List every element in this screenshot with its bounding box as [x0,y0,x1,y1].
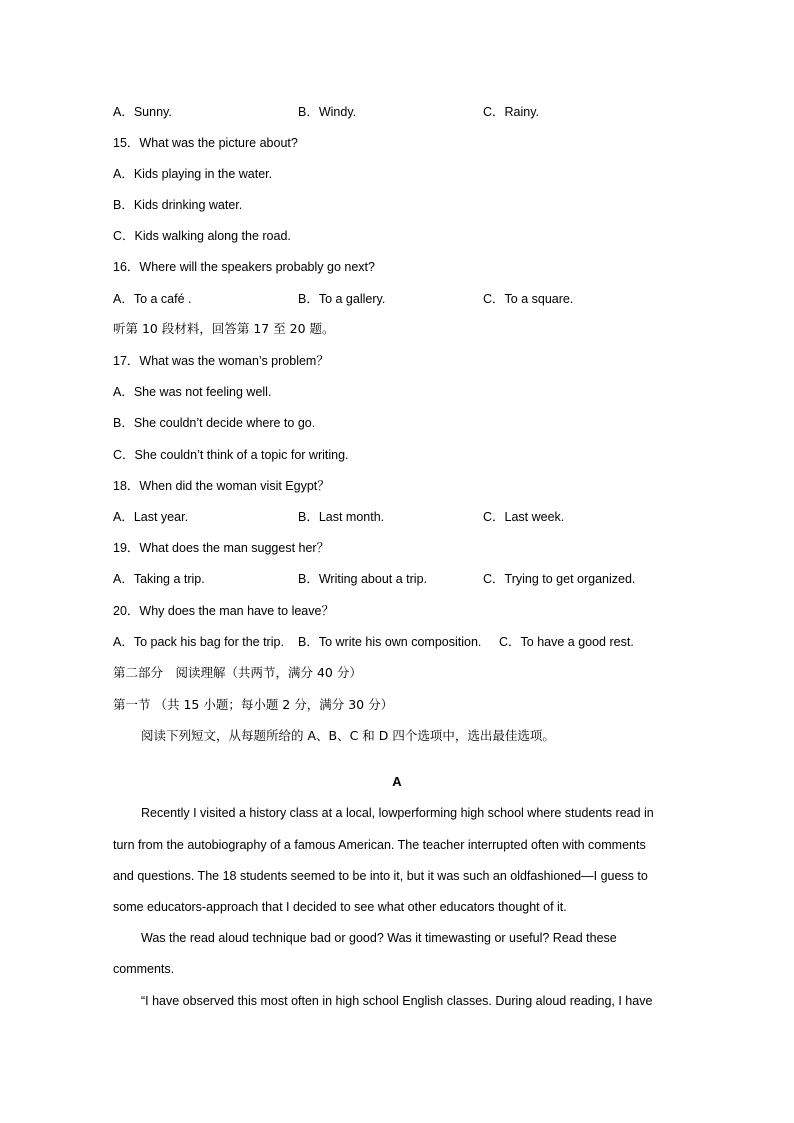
passage-paragraph-1-line-1: Recently I visited a history class at a local, lowperforming high school where students read in [141,806,654,820]
part-2-heading: 第二部分 阅读理解（共两节，满分 40 分） [113,665,362,680]
passage-paragraph-3-line-1: “I have observed this most often in high school English classes. During aloud reading, I have [141,994,653,1008]
passage-paragraph-1-line-2: turn from the autobiography of a famous American. The teacher interrupted often with comments [113,838,646,852]
q18-stem: 18．When did the woman visit Egypt？ [113,479,330,493]
passage-title: A [392,774,402,789]
q20-option-a: A．To pack his bag for the trip. [113,635,284,649]
q18-option-c: C．Last week. [483,510,565,524]
q19-option-c: C．Trying to get organized. [483,572,636,586]
passage-paragraph-2-line-2: comments. [113,962,175,976]
q16-option-c: C．To a square. [483,292,574,306]
q16-option-b: B．To a gallery. [298,292,386,306]
q17-option-a: A．She was not feeling well. [113,385,272,399]
q16-stem: 16．Where will the speakers probably go next? [113,260,375,274]
passage-paragraph-1-line-4: some educators-approach that I decided to see what other educators thought of it. [113,900,567,914]
q14-option-c: C．Rainy. [483,105,540,119]
q15-stem: 15．What was the picture about? [113,136,298,150]
q19-option-b: B．Writing about a trip. [298,572,427,586]
q18-option-a: A．Last year. [113,510,189,524]
section-1-heading: 第一节 （共 15 小题；每小题 2 分，满分 30 分） [113,697,394,712]
reading-instructions: 阅读下列短文，从每题所给的 A、B、C 和 D 四个选项中，选出最佳选项。 [141,728,555,743]
q20-option-b: B．To write his own composition. [298,635,482,649]
q17-stem: 17．What was the woman’s problem？ [113,354,329,368]
q16-option-a: A．To a café . [113,292,192,306]
q14-option-b: B．Windy. [298,105,357,119]
q14-option-a: A．Sunny. [113,105,172,119]
q20-stem: 20．Why does the man have to leave？ [113,604,334,618]
q18-option-b: B．Last month. [298,510,385,524]
q17-option-b: B．She couldn’t decide where to go. [113,416,316,430]
q19-option-a: A．Taking a trip. [113,572,205,586]
q15-option-b: B．Kids drinking water. [113,198,243,212]
q15-option-c: C．Kids walking along the road. [113,229,291,243]
q20-option-c: C．To have a good rest. [499,635,634,649]
q17-option-c: C．She couldn’t think of a topic for writing. [113,448,349,462]
passage-paragraph-1-line-3: and questions. The 18 students seemed to be into it, but it was such an oldfashioned—I guess to [113,869,648,883]
q19-stem: 19．What does the man suggest her？ [113,541,330,555]
section-10-heading: 听第 10 段材料，回答第 17 至 20 题。 [113,321,335,336]
q15-option-a: A．Kids playing in the water. [113,167,273,181]
passage-paragraph-2-line-1: Was the read aloud technique bad or good? Was it timewasting or useful? Read these [141,931,617,945]
